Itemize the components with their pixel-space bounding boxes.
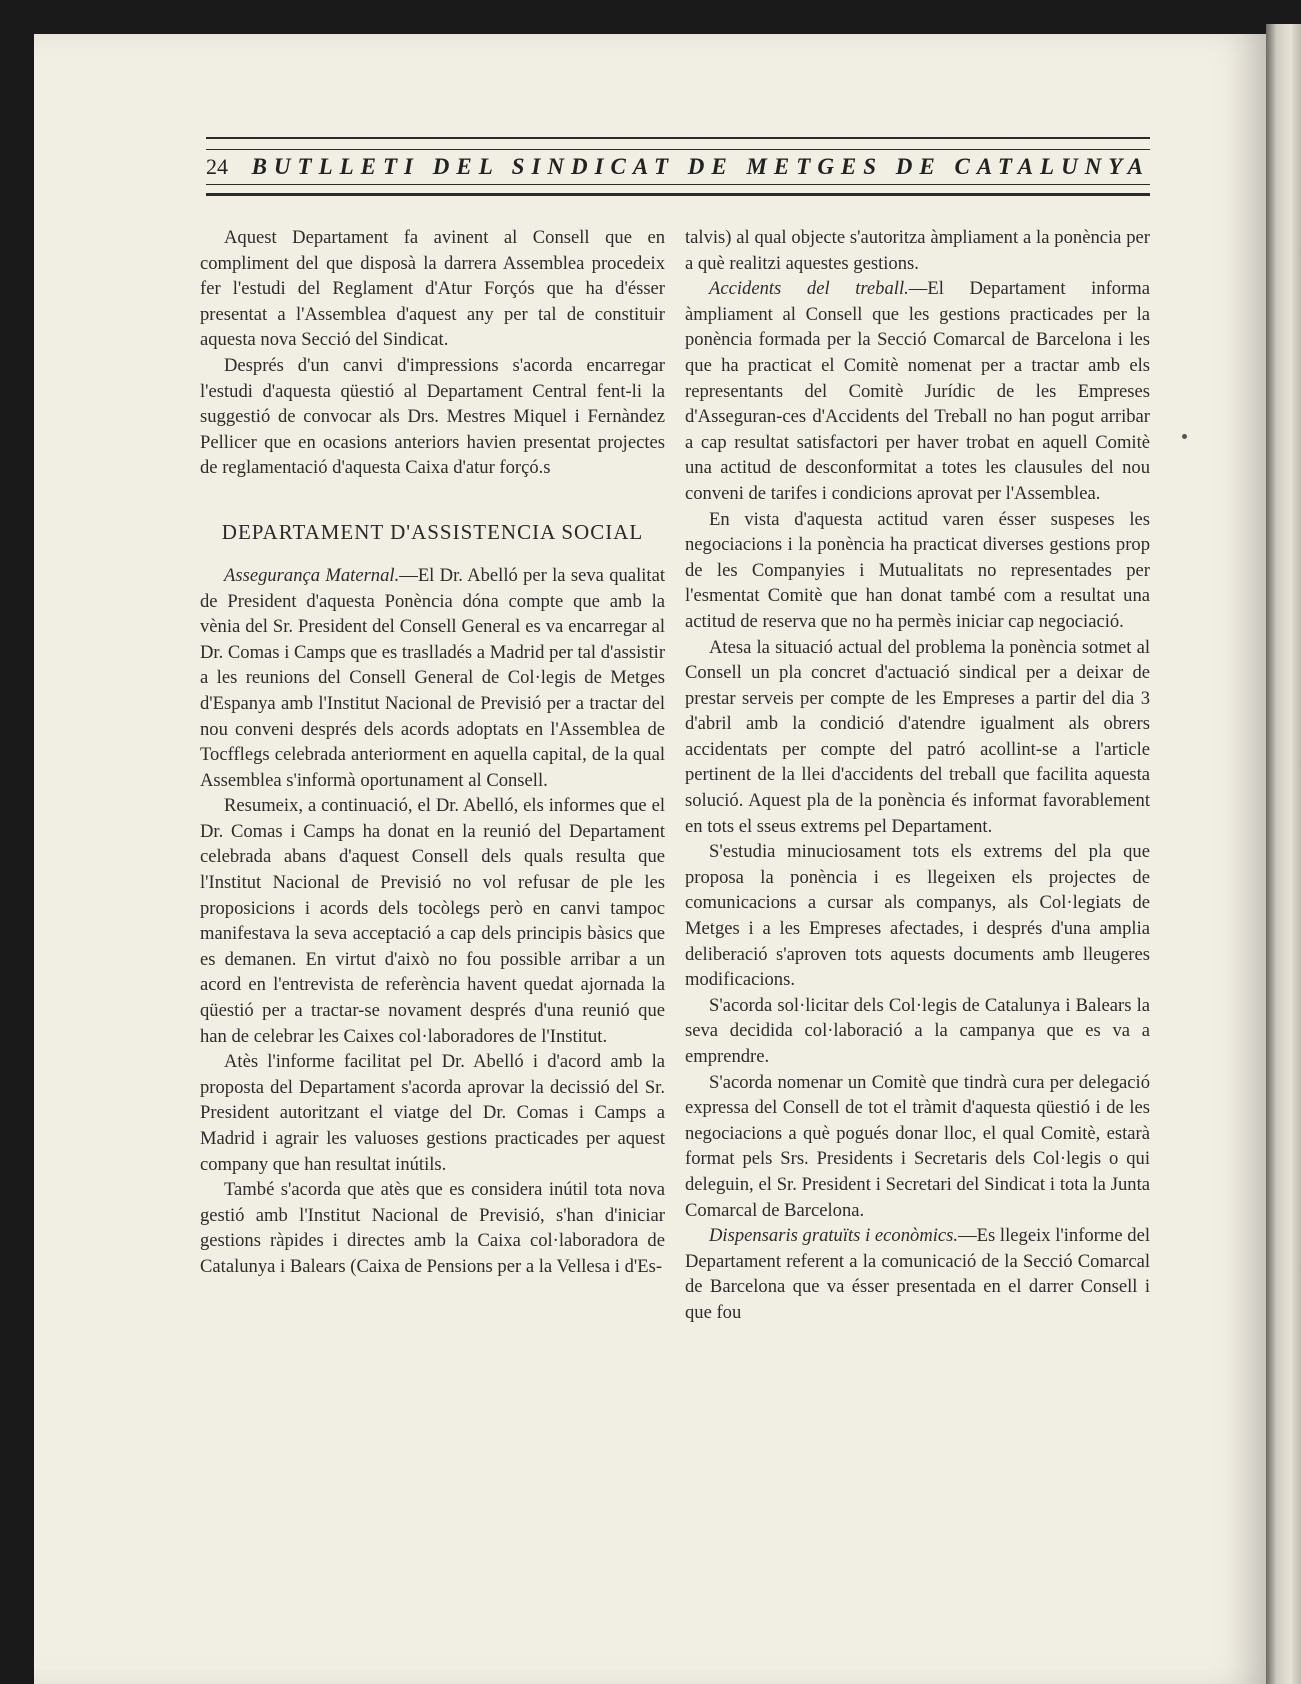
- paragraph: Després d'un canvi d'impressions s'acorda encarregar l'estudi d'aquesta qüestió al Departament Central fent-li la suggestió de convocar als Drs. Mestres Miquel i Fernàndez Pellicer que en ocasions anteriors havien presentat projectes de reglamentació d'aquesta Caixa d'atur forçó.s: [200, 354, 665, 479]
- paragraph: S'acorda nomenar un Comitè que tindrà cura per delegació expressa del Consell de tot el tràmit d'aquesta qüestió i de les negociacions a què pogués donar lloc, el qual Comitè, estarà format pels Srs. Presidents i Secretaris dels Col·legis o qui deleguin, el Sr. President i Secretari del Sindicat i tota la Junta Comarcal de Barcelona.: [685, 1071, 1150, 1221]
- paragraph: [200, 563, 665, 793]
- paragraph-lead: Assegurança Maternal.: [224, 564, 400, 586]
- header-row: [206, 154, 1150, 180]
- left-column: [200, 225, 665, 1280]
- paragraph: S'acorda sol·licitar dels Col·legis de Catalunya i Balears la seva decidida col·laboració a la campanya que es va a emprendre.: [685, 994, 1150, 1067]
- paragraph: S'estudia minuciosament tots els extrems del pla que proposa la ponència i es llegeixen els projectes de comunicacions a cursar als companys, als Col·legiats de Metges i a les Empreses afectades, i després d'una amplia deliberació s'aproven tots aquests documents amb lleugeres modificacions.: [685, 841, 1150, 991]
- publication-title: BUTLLETI DEL SINDICAT DE METGES DE CATALUNYA: [251, 154, 1150, 179]
- page-number: 24: [206, 154, 228, 179]
- section-heading: DEPARTAMENT D'ASSISTENCIA SOCIAL: [221, 519, 644, 544]
- paragraph: Resumeix, a continuació, el Dr. Abelló, els informes que el Dr. Comas i Camps ha donat en la reunió del Departament celebrada abans d'aquest Consell dels quals resulta que l'Institut Nacional de Previsió no vol refusar de ple les proposicions i acords dels tocòlegs però en canvi tampoc manifestava la seva acceptació a cap dels principis bàsics que es demanen. En virtut d'això no fou possible arribar a un acord en l'entrevista de referència havent quedat ajornada la qüestió per a tractar-se novament després d'una reunió que han de celebrar les Caixes col·laboradores de l'Institut.: [200, 795, 665, 1047]
- paragraph: [685, 1223, 1150, 1325]
- paragraph-text: —El Dr. Abelló per la seva qualitat de President d'aquesta Ponència dóna compte que amb la vènia del Sr. President del Consell General es va encarregar al Dr. Comas i Camps que es traslladés a Madrid per tal d'assistir a les reunions del Consell General de Col·legis de Metges d'Espanya amb l'Institut Nacional de Previsió per a tractar del nou conveni després dels acords adoptats en l'Assemblea de Tocfflegs celebrada anteriorment en aquella capital, de la qual Assemblea s'informà oportunament al Consell.: [200, 564, 666, 791]
- paragraph-lead: Dispensaris gratuïts i econòmics.: [709, 1225, 959, 1247]
- paragraph: Aquest Departament fa avinent al Consell que en compliment del que disposà la darrera Assemblea procedeix fer l'estudi del Reglament d'Atur Forçós que ha d'ésser presentat a l'Assemblea d'aquest any per tal de constituir aquesta nova Secció del Sindicat.: [200, 227, 665, 351]
- paragraph: [685, 276, 1150, 506]
- paragraph: També s'acorda que atès que es considera inútil tota nova gestió amb l'Institut Nacional de Previsió, s'han d'iniciar gestions ràpides i directes amb la Caixa col·laboradora de Catalunya i Balears (Caixa de Pensions per a la Vellesa i d'Es-: [200, 1179, 665, 1277]
- margin-mark: [1182, 434, 1187, 439]
- paragraph-text: —El Departament informa àmpliament al Consell que les gestions practicades per la ponència formada per la Secció Comarcal de Barcelona i les que ha practicat el Comitè nomenat per a tractar amb els representants del Comitè Jurídic de les Empreses d'Asseguran-ces d'Accidents del Treball no han pogut arribar a cap resultat satisfactori per haver trobat en aquell Comitè una actitud de desconformitat a totes les clausules del nou conveni de tarifes i condicions aprovat per l'Assemblea.: [685, 278, 1150, 504]
- paragraph: talvis) al qual objecte s'autoritza àmpliament a la ponència per a què realitzi aquestes gestions.: [685, 227, 1150, 274]
- page-edge: [1266, 24, 1301, 1684]
- right-column: [685, 225, 1150, 1326]
- paragraph-text: —Es llegeix l'informe del Departament referent a la comunicació de la Secció Comarcal de Barcelona que va ésser presentada en el darrer Consell i que fou: [685, 1225, 1150, 1323]
- paragraph-lead: Accidents del treball.: [709, 278, 909, 300]
- paragraph: Atès l'informe facilitat pel Dr. Abelló i d'acord amb la proposta del Departament s'acorda aprovar la decissió del Sr. President autoritzant el viatge del Dr. Comas i Camps a Madrid i agrair les valuoses gestions practicades per aquest company que han resultat inútils.: [200, 1051, 665, 1175]
- paragraph: Atesa la situació actual del problema la ponència sotmet al Consell un pla concret d'actuació sindical per a deixar de prestar serveis per compte de les Empreses a partir del dia 3 d'abril amb la condició d'atendre igualment als obrers accidentats per compte del patró acollint-se a l'article pertinent de la llei d'accidents del treball que facilita aquesta solució. Aquest pla de la ponència és informat favorablement en tots el sseus extrems pel Departament.: [685, 636, 1150, 837]
- paragraph: En vista d'aquesta actitud varen ésser suspeses les negociacions i la ponència ha practicat diverses gestions prop de les Companyies i Mutualitats no representades per l'esmentat Comitè que han donat també com a resultat una actitud de reserva que no ha permès iniciar cap negociació.: [685, 508, 1150, 632]
- header-rule-top: [206, 137, 1150, 150]
- header-rule-bottom: [206, 184, 1150, 196]
- running-header: [206, 137, 1150, 196]
